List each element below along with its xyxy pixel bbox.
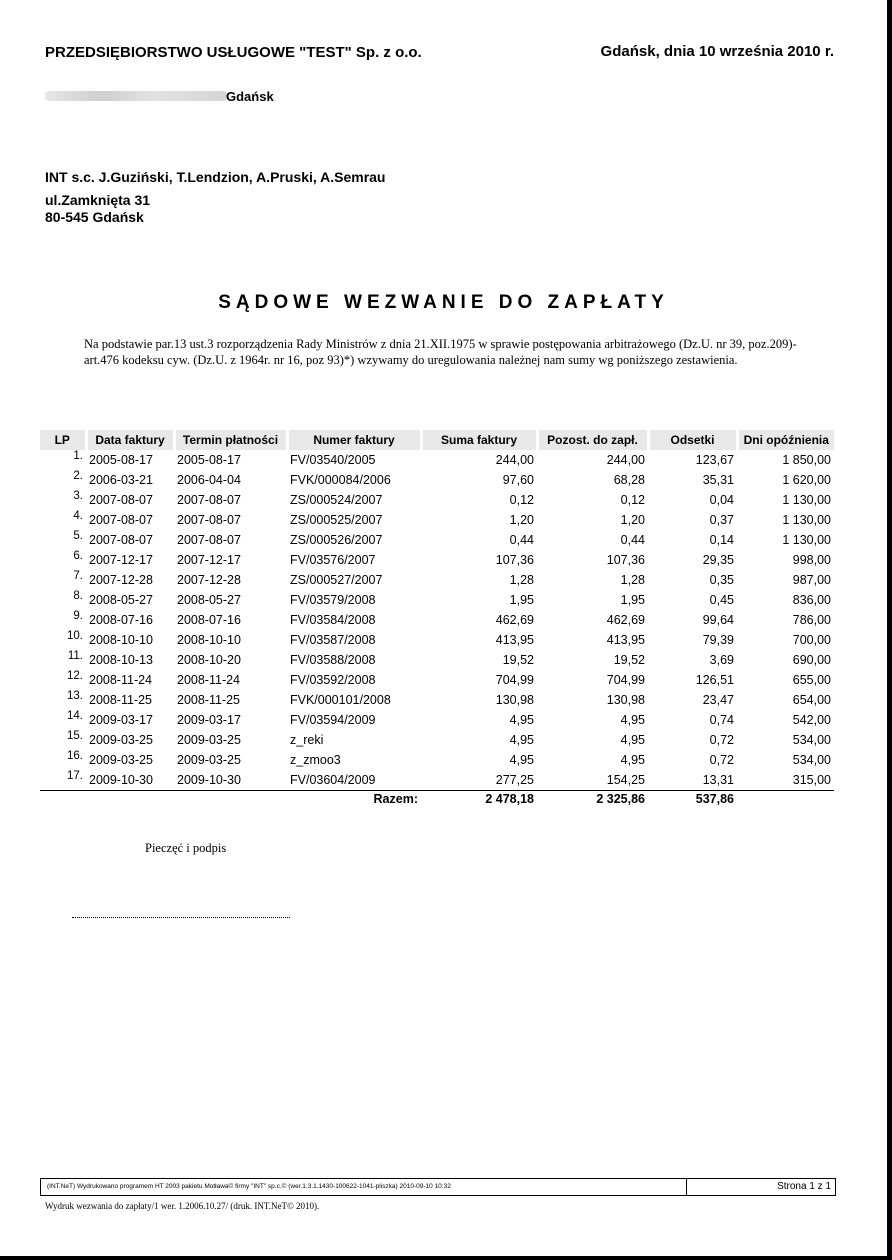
row-invoice-date: 2007-08-07 (89, 533, 153, 547)
table-row (40, 610, 834, 630)
row-invoice-number: ZS/000527/2007 (290, 573, 383, 587)
row-days-late: 534,00 (792, 733, 831, 747)
row-interest: 0,72 (709, 753, 734, 767)
table-row (40, 570, 834, 590)
row-due-date: 2008-10-10 (177, 633, 241, 647)
row-due-date: 2005-08-17 (177, 453, 241, 467)
row-invoice-date: 2007-08-07 (89, 513, 153, 527)
table-row (40, 550, 834, 570)
recipient-postal: 80-545 Gdańsk (45, 209, 144, 225)
row-remaining: 1,20 (620, 513, 645, 527)
table-row (40, 690, 834, 710)
row-interest: 0,04 (709, 493, 734, 507)
table-row (40, 630, 834, 650)
row-invoice-sum: 1,95 (509, 593, 534, 607)
row-due-date: 2009-03-25 (177, 733, 241, 747)
row-lp: 5. (73, 530, 83, 542)
row-invoice-date: 2007-12-28 (89, 573, 153, 587)
row-lp: 3. (73, 490, 83, 502)
total-interest: 537,86 (695, 792, 734, 806)
row-due-date: 2007-08-07 (177, 493, 241, 507)
row-days-late: 700,00 (792, 633, 831, 647)
row-remaining: 68,28 (613, 473, 645, 487)
page-shadow-bottom (0, 1256, 892, 1260)
row-invoice-sum: 130,98 (495, 693, 534, 707)
recipient-street: ul.Zamknięta 31 (45, 192, 151, 208)
row-lp: 4. (73, 510, 83, 522)
row-interest: 0,35 (709, 573, 734, 587)
row-interest: 126,51 (695, 673, 734, 687)
header-due-date: Termin płatności (174, 430, 287, 450)
header-days-late: Dni opóźnienia (737, 430, 834, 450)
row-remaining: 413,95 (606, 633, 645, 647)
row-lp: 12. (67, 670, 83, 682)
recipient-address (45, 192, 150, 226)
row-invoice-date: 2007-12-17 (89, 553, 153, 567)
row-invoice-number: FV/03588/2008 (290, 653, 376, 667)
row-invoice-sum: 4,95 (509, 713, 534, 727)
row-invoice-sum: 1,28 (509, 573, 534, 587)
total-label: Razem: (373, 792, 418, 806)
row-lp: 17. (40, 770, 86, 791)
row-days-late: 1 130,00 (782, 513, 831, 527)
row-lp: 9. (73, 610, 83, 622)
row-invoice-number: FVK/000101/2008 (290, 693, 391, 707)
row-invoice-date: 2008-11-25 (89, 693, 153, 707)
row-invoice-number: FV/03594/2009 (290, 713, 376, 727)
header-remaining: Pozost. do zapł. (537, 430, 648, 450)
row-invoice-sum: 244,00 (495, 453, 534, 467)
row-invoice-date: 2008-10-13 (89, 653, 153, 667)
intro-paragraph: Na podstawie par.13 ust.3 rozporządzenia Rady Ministrów z dnia 21.XII.1975 w sprawie postępowania arbitrażowego (Dz.U. nr 39, poz.209)-art.476 kodeksu cyw. (Dz.U. z 1964r. nr 16, poz 93)*) wzywamy do uregulowania należnej nam sumy wg poniższego zestawienia. (84, 337, 797, 367)
row-invoice-number: z_zmoo3 (290, 753, 341, 767)
footer-note: Wydruk wezwania do zapłaty/1 wer. 1.2006.10.27/ (druk. INT.NeT© 2010). (45, 1201, 320, 1211)
row-lp: 11. (67, 650, 83, 662)
row-interest: 3,69 (709, 653, 734, 667)
row-interest: 0,45 (709, 593, 734, 607)
row-days-late: 534,00 (792, 753, 831, 767)
row-due-date: 2007-08-07 (177, 513, 241, 527)
row-days-late: 998,00 (792, 553, 831, 567)
row-days-late: 1 620,00 (782, 473, 831, 487)
row-invoice-date: 2008-07-16 (89, 613, 153, 627)
row-invoice-number: ZS/000524/2007 (290, 493, 383, 507)
row-lp: 2. (73, 470, 83, 482)
total-row (40, 791, 834, 811)
footer-page-number: Strona 1 z 1 (777, 1181, 831, 1192)
sender-company: PRZEDSIĘBIORSTWO USŁUGOWE "TEST" Sp. z o.o. (45, 44, 422, 61)
row-invoice-number: FVK/000084/2006 (290, 473, 391, 487)
row-invoice-number: z_reki (290, 733, 324, 747)
row-invoice-date: 2006-03-21 (89, 473, 153, 487)
row-interest: 35,31 (702, 473, 734, 487)
row-invoice-sum: 107,36 (495, 553, 534, 567)
row-invoice-number: FV/03584/2008 (290, 613, 376, 627)
table-row (40, 750, 834, 770)
row-invoice-date: 2009-10-30 (86, 770, 174, 791)
row-days-late: 1 850,00 (782, 453, 831, 467)
total-sum: 2 478,18 (485, 792, 534, 806)
row-invoice-sum: 704,99 (495, 673, 534, 687)
row-remaining: 704,99 (606, 673, 645, 687)
row-due-date: 2007-08-07 (177, 533, 241, 547)
row-due-date: 2007-12-17 (177, 553, 241, 567)
row-lp: 10. (67, 630, 83, 642)
table-row (40, 670, 834, 690)
row-days-late: 542,00 (792, 713, 831, 727)
row-invoice-number: ZS/000526/2007 (290, 533, 383, 547)
row-invoice-date: 2007-08-07 (89, 493, 153, 507)
signature-line (72, 917, 290, 918)
row-lp: 14. (67, 710, 83, 722)
row-invoice-sum: 0,12 (509, 493, 534, 507)
row-interest: 99,64 (702, 613, 734, 627)
header-interest: Odsetki (648, 430, 737, 450)
row-due-date: 2008-11-25 (177, 693, 241, 707)
row-lp: 6. (73, 550, 83, 562)
row-remaining: 244,00 (606, 453, 645, 467)
row-lp: 13. (67, 690, 83, 702)
row-invoice-number: FV/03587/2008 (290, 633, 376, 647)
row-invoice-sum: 1,20 (509, 513, 534, 527)
row-lp: 16. (67, 750, 83, 762)
row-due-date: 2009-10-30 (174, 770, 287, 791)
row-interest: 13,31 (648, 770, 737, 791)
footer-program-info: (INT.NeT) Wydrukowano programem HT 2003 pakietu Motława© firmy "INT" sp.c.© (wer.1.3.1.1430-100622-1041-pliszka) 2010-09-10 10:32 (47, 1183, 451, 1190)
row-invoice-sum: 413,95 (495, 633, 534, 647)
redacted-address (45, 91, 227, 101)
footer-box (40, 1178, 836, 1196)
row-interest: 79,39 (702, 633, 734, 647)
table-row (40, 730, 834, 750)
place-date: Gdańsk, dnia 10 września 2010 r. (600, 43, 834, 60)
row-due-date: 2008-07-16 (177, 613, 241, 627)
row-invoice-sum: 0,44 (509, 533, 534, 547)
row-remaining: 462,69 (606, 613, 645, 627)
row-due-date: 2008-10-20 (177, 653, 241, 667)
row-remaining: 0,12 (620, 493, 645, 507)
row-remaining: 1,95 (620, 593, 645, 607)
header-invoice-number: Numer faktury (287, 430, 421, 450)
total-remaining: 2 325,86 (596, 792, 645, 806)
table-row (40, 490, 834, 510)
row-days-late: 315,00 (737, 770, 834, 791)
row-invoice-sum: 277,25 (421, 770, 537, 791)
table-row (40, 590, 834, 610)
table-row (40, 450, 834, 470)
sender-city: Gdańsk (226, 89, 274, 104)
row-remaining: 154,25 (537, 770, 648, 791)
row-days-late: 1 130,00 (782, 493, 831, 507)
row-invoice-date: 2009-03-17 (89, 713, 153, 727)
header-invoice-date: Data faktury (86, 430, 174, 450)
row-invoice-sum: 462,69 (495, 613, 534, 627)
row-due-date: 2008-05-27 (177, 593, 241, 607)
table-row (40, 770, 834, 791)
row-due-date: 2007-12-28 (177, 573, 241, 587)
row-interest: 0,72 (709, 733, 734, 747)
row-days-late: 786,00 (792, 613, 831, 627)
row-lp: 8. (73, 590, 83, 602)
row-invoice-sum: 4,95 (509, 753, 534, 767)
row-days-late: 690,00 (792, 653, 831, 667)
table-row (40, 530, 834, 550)
stamp-signature-label: Pieczęć i podpis (145, 841, 227, 855)
row-invoice-sum: 4,95 (509, 733, 534, 747)
page-shadow-right (887, 0, 892, 1260)
row-lp: 15. (67, 730, 83, 742)
row-invoice-date: 2008-05-27 (89, 593, 153, 607)
row-days-late: 654,00 (792, 693, 831, 707)
row-interest: 123,67 (695, 453, 734, 467)
footer-divider (686, 1179, 687, 1195)
row-days-late: 1 130,00 (782, 533, 831, 547)
table-row (40, 650, 834, 670)
row-due-date: 2009-03-25 (177, 753, 241, 767)
row-invoice-date: 2005-08-17 (89, 453, 153, 467)
table-row (40, 710, 834, 730)
row-invoice-number: FV/03604/2009 (287, 770, 421, 791)
row-remaining: 19,52 (613, 653, 645, 667)
table-header-row (40, 430, 834, 450)
row-lp: 1. (73, 450, 83, 462)
row-days-late: 836,00 (792, 593, 831, 607)
row-days-late: 655,00 (792, 673, 831, 687)
row-invoice-date: 2009-03-25 (89, 753, 153, 767)
header-lp: LP (40, 430, 86, 450)
row-remaining: 130,98 (606, 693, 645, 707)
recipient-name: INT s.c. J.Guziński, T.Lendzion, A.Pruski, A.Semrau (45, 169, 386, 185)
row-invoice-number: ZS/000525/2007 (290, 513, 383, 527)
row-interest: 0,37 (709, 513, 734, 527)
row-invoice-number: FV/03592/2008 (290, 673, 376, 687)
row-invoice-number: FV/03579/2008 (290, 593, 376, 607)
row-remaining: 4,95 (620, 753, 645, 767)
row-invoice-date: 2008-10-10 (89, 633, 153, 647)
total-empty (737, 791, 834, 811)
document-title: SĄDOWE WEZWANIE DO ZAPŁATY (218, 292, 669, 313)
row-invoice-sum: 97,60 (502, 473, 534, 487)
row-invoice-sum: 19,52 (502, 653, 534, 667)
row-due-date: 2009-03-17 (177, 713, 241, 727)
row-remaining: 0,44 (620, 533, 645, 547)
row-invoice-date: 2009-03-25 (89, 733, 153, 747)
header-invoice-sum: Suma faktury (421, 430, 537, 450)
table-row (40, 470, 834, 490)
row-due-date: 2008-11-24 (177, 673, 241, 687)
invoice-table (40, 430, 834, 810)
row-invoice-number: FV/03540/2005 (290, 453, 376, 467)
row-interest: 23,47 (702, 693, 734, 707)
row-invoice-number: FV/03576/2007 (290, 553, 376, 567)
row-remaining: 1,28 (620, 573, 645, 587)
row-days-late: 987,00 (792, 573, 831, 587)
row-remaining: 4,95 (620, 733, 645, 747)
row-interest: 0,74 (709, 713, 734, 727)
row-interest: 0,14 (709, 533, 734, 547)
row-due-date: 2006-04-04 (177, 473, 241, 487)
row-lp: 7. (73, 570, 83, 582)
row-remaining: 107,36 (606, 553, 645, 567)
row-interest: 29,35 (702, 553, 734, 567)
table-row (40, 510, 834, 530)
row-remaining: 4,95 (620, 713, 645, 727)
row-invoice-date: 2008-11-24 (89, 673, 153, 687)
